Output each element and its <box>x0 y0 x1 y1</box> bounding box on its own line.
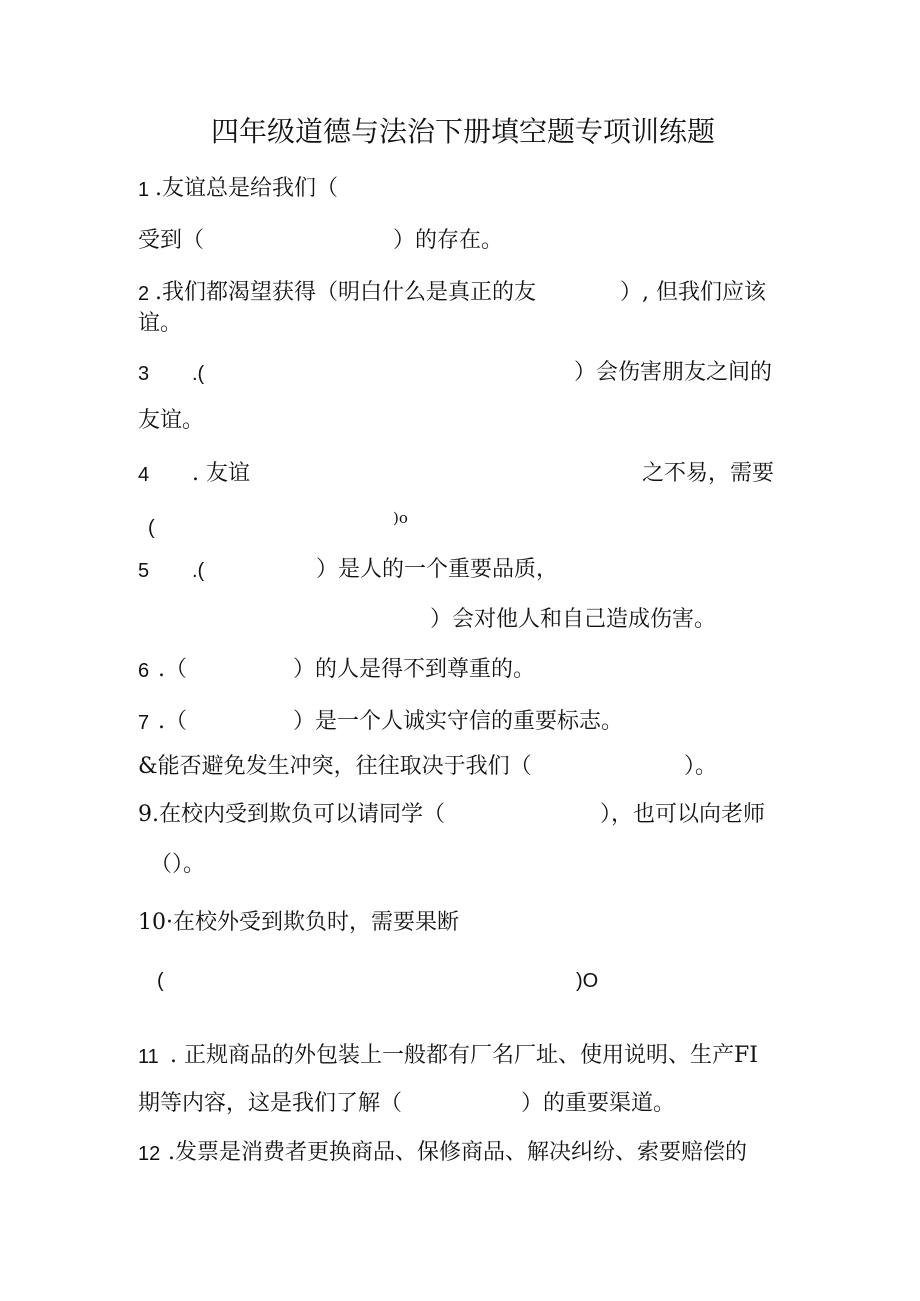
q7-line1-end: ）是一个人诚实守信的重要标志。 <box>293 709 624 734</box>
q7-paren-open: .（ <box>158 709 187 734</box>
q4-number: 4 <box>138 464 150 486</box>
page-title: 四年级道德与法治下册填空题专项训练题 <box>211 115 716 148</box>
q11-number: 11 <box>138 1046 159 1068</box>
q6-number: 6 <box>138 660 150 682</box>
q11-line1: . 正规商品的外包装上一般都有厂名厂址、使用说明、生产FI <box>170 1043 758 1068</box>
q3-number: 3 <box>138 363 150 385</box>
q2-line2: 谊。 <box>138 311 183 336</box>
q7-number: 7 <box>138 712 150 734</box>
q4-line1-end: 之不易，需要 <box>642 461 775 486</box>
q1-number: 1 <box>138 179 150 201</box>
q10-paren-close: )O <box>576 970 599 992</box>
q8-line1-end: ）。 <box>684 754 718 779</box>
q9-line1-end: ），也可以向老师 <box>600 802 766 827</box>
q10-line1: 10·在校外受到欺负时，需要果断 <box>138 910 459 935</box>
q5-number: 5 <box>138 560 150 582</box>
q2-line1-end: ）, 但我们应该 <box>620 280 766 305</box>
q3-line1-end: ）会伤害朋友之间的 <box>574 360 773 385</box>
q12-number: 12 <box>138 1143 161 1165</box>
q11-line2-start: 期等内容，这是我们了解（ <box>138 1091 403 1116</box>
q9-line2: （）。 <box>150 852 206 877</box>
q2-number: 2 <box>138 283 150 305</box>
q2-line1-start: .我们都渴望获得（明白什么是真正的友 <box>155 280 536 305</box>
q4-line1-start: . 友谊 <box>192 461 250 486</box>
q4-paren-close: )o <box>393 509 408 527</box>
q3-paren-open: .( <box>192 363 205 385</box>
q5-paren-open: .( <box>192 560 205 582</box>
q6-paren-open: .（ <box>158 657 187 682</box>
q9-line1-start: 9.在校内受到欺负可以请同学（ <box>138 802 445 827</box>
q4-paren-open: ( <box>148 517 155 539</box>
q1-line2-end: ）的存在。 <box>393 228 504 253</box>
q1-line2-start: 受到（ <box>138 228 205 253</box>
q3-line2: 友谊。 <box>138 408 205 433</box>
q6-line1-end: ）的人是得不到尊重的。 <box>293 657 536 682</box>
q5-line1-end: ）是人的一个重要品质， <box>316 557 559 582</box>
q5-line2: ）会对他人和自己造成伤害。 <box>430 607 717 632</box>
q8-line1-start: &能否避免发生冲突，往往取决于我们（ <box>138 754 532 779</box>
q11-line2-end: ）的重要渠道。 <box>521 1091 676 1116</box>
q10-paren-open: ( <box>157 970 164 992</box>
q12-line1: .发票是消费者更换商品、保修商品、解决纠纷、索要赔偿的 <box>168 1140 747 1165</box>
q1-line1: .友谊总是给我们（ <box>155 176 338 201</box>
